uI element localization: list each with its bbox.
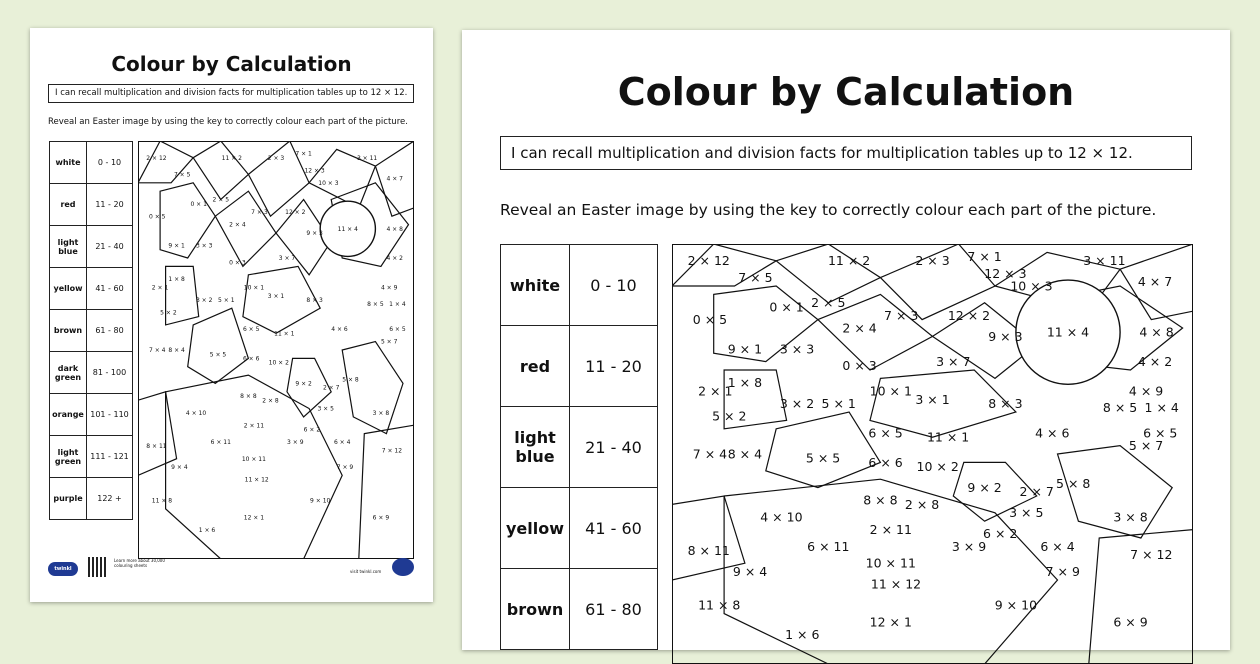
puzzle-calculation-label: 3 × 7 [278, 255, 296, 263]
puzzle-calculation-label: 8 × 3 [988, 396, 1023, 411]
puzzle-calculation-label: 1 × 8 [168, 276, 185, 283]
puzzle-calculation-label: 6 × 11 [210, 439, 231, 447]
puzzle-calculation-label: 3 × 2 [195, 296, 213, 304]
puzzle-calculation-label: 3 × 5 [317, 405, 334, 413]
puzzle-calculation-label: 4 × 6 [331, 326, 348, 334]
key-range: 122 + [87, 478, 133, 520]
puzzle-calculation-label: 3 × 1 [267, 292, 285, 300]
puzzle-calculation-label: 1 × 4 [1144, 400, 1179, 416]
puzzle-calculation-label: 2 × 11 [243, 422, 265, 430]
puzzle-calculation-label: 11 × 8 [151, 497, 173, 505]
puzzle-calculation-label: 3 × 9 [951, 538, 987, 554]
puzzle-calculation-label: 10 × 3 [318, 179, 339, 187]
puzzle-region [166, 375, 343, 559]
puzzle-calculation-label: 2 × 5 [212, 196, 230, 204]
puzzle-calculation-label: 0 × 3 [229, 259, 246, 267]
puzzle-calculation-label: 1 × 6 [785, 627, 820, 642]
key-row [501, 326, 658, 407]
puzzle-calculation-label: 7 × 4 [692, 446, 728, 462]
puzzle-calculation-label: 3 × 11 [1083, 253, 1126, 269]
puzzle-calculation-label: 10 × 2 [268, 359, 289, 367]
puzzle-calculation-label: 4 × 6 [1035, 425, 1070, 441]
puzzle-calculation-label: 5 × 1 [218, 296, 235, 304]
puzzle-calculation-label: 1 × 8 [727, 375, 763, 390]
colouring-puzzle [672, 244, 1193, 664]
puzzle-calculation-label: 12 × 3 [984, 265, 1027, 281]
key-colour: orange [50, 394, 87, 436]
key-row [50, 352, 133, 394]
puzzle-calculation-label: 0 × 5 [692, 312, 728, 327]
puzzle-calculation-label: 4 × 10 [760, 509, 803, 525]
puzzle-calculation-label: 2 × 7 [1019, 484, 1054, 500]
puzzle-calculation-label: 8 × 8 [863, 492, 898, 508]
puzzle-calculation-label: 6 × 11 [807, 538, 850, 554]
puzzle-calculation-label: 9 × 4 [171, 464, 188, 472]
key-colour: light blue [501, 407, 570, 488]
puzzle-calculation-label: 3 × 7 [936, 354, 971, 369]
puzzle-calculation-label: 5 × 2 [712, 408, 747, 424]
puzzle-calculation-label: 11 × 1 [926, 429, 970, 445]
puzzle-calculation-label: 9 × 2 [295, 380, 312, 388]
puzzle-calculation-label: 10 × 1 [243, 284, 265, 292]
puzzle-calculation-label: 5 × 2 [160, 309, 177, 317]
puzzle-calculation-label: 2 × 12 [146, 154, 167, 162]
puzzle-calculation-label: 11 × 8 [698, 597, 741, 613]
puzzle-calculation-label: 3 × 8 [1113, 509, 1148, 525]
key-range: 111 - 121 [87, 436, 133, 478]
key-range: 81 - 100 [87, 352, 133, 394]
puzzle-calculation-label: 12 × 1 [869, 614, 912, 630]
puzzle-calculation-label: 6 × 2 [303, 426, 321, 434]
key-range: 0 - 10 [87, 142, 133, 184]
puzzle-calculation-label: 5 × 1 [821, 396, 856, 411]
puzzle-calculation-label: 12 × 3 [304, 167, 325, 175]
key-colour: yellow [50, 268, 87, 310]
badge-icon [392, 558, 414, 576]
puzzle-calculation-label: 4 × 7 [386, 175, 403, 183]
puzzle-calculation-label: 8 × 4 [727, 446, 763, 462]
puzzle-calculation-label: 11 × 12 [870, 576, 922, 592]
puzzle-calculation-label: 2 × 4 [229, 221, 246, 229]
puzzle-calculation-label: 10 × 3 [1010, 278, 1053, 294]
puzzle-calculation-label: 4 × 9 [1128, 383, 1164, 399]
key-row [50, 184, 133, 226]
puzzle-calculation-label: 6 × 5 [868, 425, 903, 441]
puzzle-calculation-label: 2 × 8 [262, 397, 279, 405]
puzzle-calculation-label: 1 × 6 [198, 526, 216, 534]
key-range: 21 - 40 [570, 407, 658, 488]
puzzle-region [342, 342, 403, 434]
key-colour: dark green [50, 352, 87, 394]
puzzle-calculation-label: 11 × 2 [221, 154, 242, 162]
puzzle-calculation-label: 7 × 12 [1130, 547, 1173, 563]
colouring-puzzle [138, 141, 414, 559]
key-colour: white [501, 245, 570, 326]
footer-visit-link[interactable]: visit twinkl.com [350, 569, 382, 574]
puzzle-calculation-label: 9 × 2 [967, 480, 1002, 495]
learning-objective: I can recall multiplication and division facts for multiplication tables up to 12 × 12. [500, 136, 1192, 170]
puzzle-calculation-label: 5 × 8 [342, 376, 359, 384]
key-range: 11 - 20 [87, 184, 133, 226]
key-colour: brown [50, 310, 87, 352]
key-row [50, 142, 133, 184]
puzzle-calculation-label: 11 × 4 [337, 225, 358, 233]
worksheet-thumbnail [30, 28, 433, 602]
puzzle-calculation-label: 3 × 3 [195, 242, 213, 250]
puzzle-calculation-label: 12 × 1 [243, 514, 265, 522]
puzzle-calculation-label: 2 × 8 [904, 496, 940, 512]
puzzle-calculation-label: 0 × 1 [769, 299, 804, 315]
key-row [50, 436, 133, 478]
key-row [501, 569, 658, 650]
puzzle-calculation-label: 3 × 5 [1009, 505, 1044, 521]
colour-key-table [500, 244, 658, 650]
puzzle-calculation-label: 2 × 12 [687, 253, 730, 269]
learning-objective: I can recall multiplication and division facts for multiplication tables up to 12 × 12. [48, 84, 414, 103]
puzzle-calculation-label: 8 × 3 [306, 296, 323, 304]
puzzle-calculation-label: 2 × 11 [869, 522, 912, 537]
key-colour: red [50, 184, 87, 226]
worksheet-title: Colour by Calculation [111, 52, 352, 76]
puzzle-calculation-label: 9 × 4 [732, 564, 768, 579]
key-colour: brown [501, 569, 570, 650]
puzzle-calculation-label: 10 × 2 [916, 459, 959, 474]
puzzle-calculation-label: 9 × 10 [994, 597, 1038, 613]
puzzle-calculation-label: 2 × 4 [842, 320, 877, 336]
puzzle-calculation-label: 7 × 5 [173, 171, 191, 179]
puzzle-region [193, 141, 248, 200]
puzzle-calculation-label: 4 × 9 [380, 284, 398, 292]
puzzle-calculation-label: 2 × 7 [322, 384, 340, 392]
worksheet-title: Colour by Calculation [617, 70, 1075, 114]
puzzle-calculation-label: 3 × 1 [915, 391, 950, 407]
puzzle-calculation-label: 11 × 2 [827, 253, 871, 269]
puzzle-calculation-label: 7 × 4 [149, 347, 166, 355]
puzzle-calculation-label: 1 × 4 [389, 301, 406, 309]
puzzle-calculation-label: 8 × 4 [168, 347, 185, 355]
puzzle-calculation-label: 10 × 11 [241, 455, 266, 463]
twinkl-logo: twinkl [48, 562, 78, 576]
puzzle-calculation-label: 0 × 1 [190, 200, 207, 208]
puzzle-region [359, 425, 414, 559]
puzzle-calculation-label: 9 × 1 [727, 341, 763, 357]
puzzle-calculation-label: 6 × 5 [1143, 425, 1178, 441]
key-range: 21 - 40 [87, 226, 133, 268]
key-row [50, 478, 133, 520]
puzzle-calculation-label: 6 × 4 [1040, 538, 1075, 554]
puzzle-calculation-label: 4 × 8 [386, 225, 403, 233]
puzzle-calculation-label: 6 × 4 [333, 439, 351, 447]
puzzle-calculation-label: 4 × 2 [386, 255, 403, 263]
puzzle-calculation-label: 2 × 5 [811, 295, 846, 311]
puzzle-calculation-label: 3 × 3 [779, 341, 815, 357]
puzzle-calculation-label: 2 × 1 [698, 383, 733, 399]
key-row [50, 310, 133, 352]
key-colour: yellow [501, 488, 570, 569]
key-row [50, 226, 133, 268]
instruction-text: Reveal an Easter image by using the key to correctly colour each part of the picture. [500, 201, 1157, 219]
puzzle-calculation-label: 6 × 2 [983, 526, 1018, 542]
puzzle-calculation-label: 6 × 6 [868, 454, 903, 470]
footer-promo: Learn more about 30,000 colouring sheets [114, 558, 165, 568]
puzzle-calculation-label: 7 × 1 [295, 150, 312, 158]
puzzle-calculation-label: 6 × 9 [1113, 614, 1148, 630]
puzzle-calculation-label: 5 × 7 [380, 338, 398, 346]
puzzle-calculation-label: 12 × 2 [947, 307, 991, 323]
key-colour: light green [50, 436, 87, 478]
key-colour: purple [50, 478, 87, 520]
key-colour: red [501, 326, 570, 407]
key-range: 41 - 60 [570, 488, 658, 569]
puzzle-calculation-label: 7 × 12 [381, 447, 403, 455]
puzzle-calculation-label: 0 × 3 [842, 358, 877, 374]
puzzle-calculation-label: 8 × 11 [146, 443, 167, 451]
key-range: 41 - 60 [87, 268, 133, 310]
puzzle-region [138, 392, 177, 476]
puzzle-calculation-label: 7 × 9 [336, 464, 354, 472]
key-row [501, 488, 658, 569]
key-range: 11 - 20 [570, 326, 658, 407]
puzzle-calculation-label: 2 × 3 [267, 154, 285, 162]
key-row [501, 407, 658, 488]
puzzle-calculation-label: 10 × 11 [865, 555, 916, 571]
key-range: 101 - 110 [87, 394, 133, 436]
puzzle-calculation-label: 9 × 10 [310, 497, 331, 505]
worksheet-zoomed [462, 30, 1230, 650]
puzzle-calculation-label: 11 × 12 [244, 476, 269, 484]
puzzle-calculation-label: 4 × 8 [1139, 324, 1174, 340]
puzzle-calculation-label: 8 × 11 [687, 543, 730, 558]
puzzle-calculation-label: 9 × 3 [988, 328, 1023, 344]
puzzle-calculation-label: 12 × 2 [285, 209, 306, 217]
puzzle-calculation-label: 5 × 8 [1056, 475, 1091, 491]
puzzle-calculation-label: 5 × 5 [805, 450, 841, 466]
colour-key-table [49, 141, 133, 520]
puzzle-calculation-label: 7 × 9 [1045, 564, 1080, 579]
puzzle-calculation-label: 6 × 9 [372, 514, 390, 522]
puzzle-calculation-label: 2 × 1 [151, 284, 169, 292]
puzzle-calculation-label: 3 × 9 [287, 439, 304, 447]
puzzle-calculation-label: 8 × 8 [240, 393, 257, 401]
qr-code-icon [88, 557, 108, 577]
puzzle-calculation-label: 6 × 5 [389, 326, 406, 334]
puzzle-calculation-label: 11 × 4 [1046, 324, 1090, 340]
puzzle-calculation-label: 7 × 5 [738, 270, 773, 285]
puzzle-calculation-label: 2 × 3 [915, 253, 950, 269]
puzzle-calculation-label: 7 × 1 [967, 249, 1002, 264]
puzzle-calculation-label: 8 × 5 [1102, 400, 1138, 416]
key-colour: white [50, 142, 87, 184]
puzzle-calculation-label: 5 × 5 [209, 351, 227, 359]
puzzle-calculation-label: 7 × 3 [884, 307, 919, 323]
key-row [501, 245, 658, 326]
puzzle-calculation-label: 4 × 7 [1137, 274, 1173, 290]
puzzle-calculation-label: 0 × 5 [149, 213, 166, 221]
puzzle-calculation-label: 4 × 2 [1137, 354, 1173, 369]
key-row [50, 394, 133, 436]
puzzle-calculation-label: 6 × 6 [242, 355, 260, 363]
key-range: 0 - 10 [570, 245, 658, 326]
puzzle-calculation-label: 9 × 1 [168, 242, 185, 250]
puzzle-calculation-label: 5 × 7 [1128, 438, 1164, 453]
key-colour: light blue [50, 226, 87, 268]
puzzle-region [188, 308, 249, 383]
puzzle-calculation-label: 8 × 5 [367, 301, 384, 309]
key-range: 61 - 80 [570, 569, 658, 650]
puzzle-calculation-label: 3 × 11 [356, 154, 378, 162]
key-row [50, 268, 133, 310]
puzzle-calculation-label: 9 × 3 [306, 230, 323, 238]
instruction-text: Reveal an Easter image by using the key to correctly colour each part of the picture. [48, 117, 408, 127]
puzzle-calculation-label: 10 × 1 [869, 383, 912, 399]
puzzle-calculation-label: 3 × 2 [779, 396, 815, 411]
puzzle-calculation-label: 4 × 10 [185, 409, 207, 417]
puzzle-calculation-label: 7 × 3 [251, 209, 268, 217]
puzzle-calculation-label: 11 × 1 [274, 330, 295, 338]
puzzle-calculation-label: 3 × 8 [372, 409, 390, 417]
key-range: 61 - 80 [87, 310, 133, 352]
puzzle-calculation-label: 6 × 5 [242, 326, 260, 334]
